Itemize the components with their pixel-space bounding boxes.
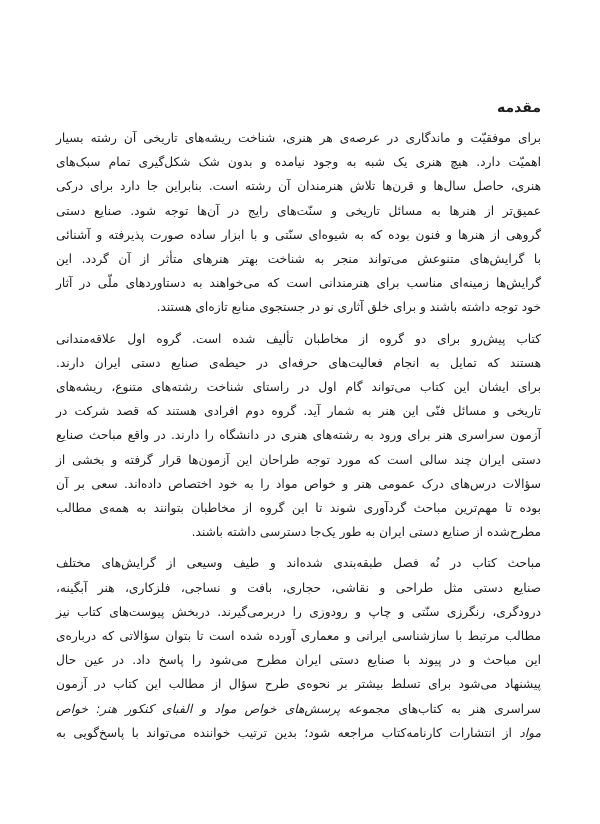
text-line: درودگری، رنگرزی سنّتی و چاپ و رودوزی را دربرمی‌گیرند. دربخش پیوست‌های کتاب نیز [56, 604, 541, 619]
text-segment: از انتشارات کارنامه‌کتاب مراجعه شود؛ بدین ترتیب خواننده می‌تواند با پاسخ‌گویی به [56, 725, 520, 740]
text-line: صنایع دستی مثل طراحی و نقاشی، حجاری، بافت و نساجی، فلزکاری، هنر آبگینه، [56, 580, 541, 595]
text-line: دستی ایران چند سالی است که مورد توجه طراحان این آزمون‌ها قرار گرفته و بخشی از [56, 452, 541, 467]
text-line: مطرح‌شده از صنایع دستی ایران به طور یک‌جا دسترسی داشته باشند. [191, 525, 541, 540]
text-line: هستند که تمایل به انجام فعالیت‌های حرفه‌ای در حیطه‌ی صنایع دستی ایران دارند. [56, 355, 541, 370]
text-line: مطالب مرتبط با سازشناسی ایرانی و معماری آورده شده است تا بتوان سؤالاتی که درباره‌ی [56, 629, 541, 644]
text-line: هنری، حاصل سال‌ها و قرن‌ها تلاش هنرمندان آن رشته است. بنابراین جا دارد برای درکی [56, 179, 541, 194]
text-line: کتاب پیش‌رو برای دو گروه از مخاطبان تألیف شده است. گروه اول علاقه‌مندانی [56, 331, 541, 346]
text-line: پیشنهاد می‌شود برای تسلط بیشتر بر نحوه‌ی طرح سؤال از مطالب این کتاب در آزمون [56, 677, 541, 692]
text-line: خود توجه داشته باشند و برای خلق آثاری نو در جستجوی منابع تازه‌ای هستند. [156, 300, 541, 315]
text-line: اهمیّت دارد. هیچ هنری یک شبه به وجود نیامده و بدون شک شکل‌گیری تمام سبک‌های [56, 155, 541, 170]
text-line: با گرایش‌های متنوعش می‌تواند منجر به شناخت بهتر هنرهای متأثر از آن گردد. این [56, 252, 541, 267]
text-line: برای ایشان این کتاب می‌تواند گام اول در راستای شناخت رشته‌های متنوع، ریشه‌های [56, 380, 541, 395]
italic-book-title: پرسش‌های خواص مواد و الفبای کنکور هنر: خواص [56, 701, 341, 716]
text-line: بوده تا مهم‌ترین مباحث گردآوری شوند تا این گروه از مخاطبان بتوانند به همه‌ی مطالب [56, 501, 541, 516]
text-line: گروهی از هنرها و فنون بوده که به شیوه‌ای سنّتی و با ابزار ساده صورت پذیرفته و آشنائی [56, 227, 541, 242]
text-line: تاریخی و مسائل فنّی این هنر به شمار آید. گروه دوم افرادی هستند که قصد شرکت در [56, 404, 541, 419]
text-line: گرایش‌ها زمینه‌ای مناسب برای هنرمندانی است که می‌خواهند به دستاوردهای ملّی در آثار [56, 276, 541, 291]
page-title: مقدمه [497, 100, 541, 116]
document-page [56, 98, 541, 752]
text-line: عمیق‌تر از هنرها به مسائل تاریخی و سنّت‌های رایج در آن‌ها توجه شود. صنایع دستی [56, 203, 541, 218]
italic-book-title-end: مواد [519, 725, 541, 740]
paragraph-3 [56, 551, 541, 745]
text-line: سؤالات درس‌های درک عمومی هنر و خواص مواد را به خود اختصاص داده‌اند. سعی بر آن [56, 476, 541, 491]
text-segment: سراسری هنر به کتاب‌های مجموعه [340, 701, 541, 716]
text-line: برای موفقیّت و ماندگاری در عرصه‌ی هر هنری، شناخت ریشه‌های تاریخی آن رشته بسیار [56, 131, 541, 145]
text-line: مباحث کتاب در نُه فصل طبقه‌بندی شده‌اند و طیف وسیعی از گرایش‌های مختلف [56, 556, 541, 571]
paragraph-1 [56, 126, 541, 320]
paragraph-2 [56, 327, 541, 545]
text-line: این مباحث و در پیوند با صنایع دستی ایران مطرح می‌شود را پاسخ داد. در عین حال [56, 653, 541, 668]
text-line-with-italic [56, 721, 541, 745]
text-line: آزمون سراسری هنر برای ورود به رشته‌های هنری در دانشگاه را دارند. در واقع مباحث صنایع [56, 428, 541, 443]
text-line-with-italic [56, 697, 541, 721]
